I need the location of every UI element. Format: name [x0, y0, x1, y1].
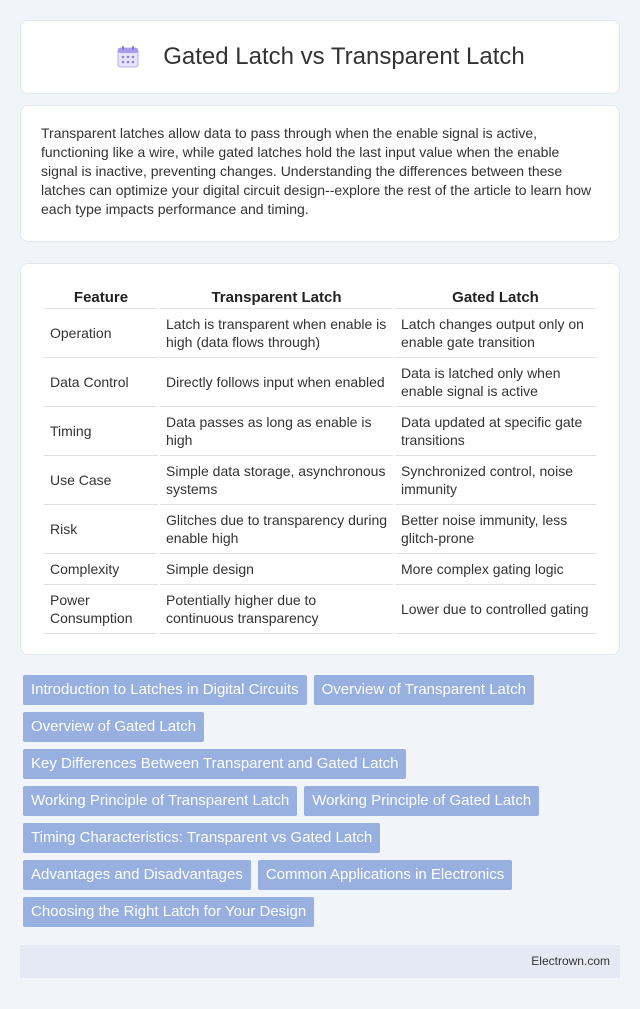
link-working-principle-gated[interactable]: Working Principle of Gated Latch — [304, 786, 539, 816]
cell-transparent: Potentially higher due to continuous transparency — [160, 585, 393, 634]
link-working-principle-transparent[interactable]: Working Principle of Transparent Latch — [23, 786, 297, 816]
footer-site[interactable]: Electrown.com — [531, 954, 610, 968]
table-header-row — [44, 284, 596, 309]
table-row — [44, 407, 596, 456]
cell-feature: Complexity — [44, 554, 158, 585]
link-common-applications[interactable]: Common Applications in Electronics — [258, 860, 512, 890]
cell-feature: Data Control — [44, 358, 158, 407]
cell-transparent: Data passes as long as enable is high — [160, 407, 393, 456]
comparison-table-card — [20, 263, 620, 655]
cell-gated: Lower due to controlled gating — [395, 585, 596, 634]
link-introduction-to-latches[interactable]: Introduction to Latches in Digital Circuits — [23, 675, 307, 705]
header-transparent-latch: Transparent Latch — [160, 284, 393, 309]
cell-transparent: Simple data storage, asynchronous systems — [160, 456, 393, 505]
link-overview-transparent-latch[interactable]: Overview of Transparent Latch — [314, 675, 534, 705]
table-row — [44, 505, 596, 554]
cell-gated: Latch changes output only on enable gate transition — [395, 309, 596, 358]
cell-feature: Operation — [44, 309, 158, 358]
link-choosing-right-latch[interactable]: Choosing the Right Latch for Your Design — [23, 897, 314, 927]
cell-transparent: Latch is transparent when enable is high (data flows through) — [160, 309, 393, 358]
link-advantages-disadvantages[interactable]: Advantages and Disadvantages — [23, 860, 251, 890]
cell-transparent: Directly follows input when enabled — [160, 358, 393, 407]
table-row — [44, 554, 596, 585]
related-links — [20, 675, 620, 934]
footer — [20, 945, 620, 978]
page-title: Gated Latch vs Transparent Latch — [163, 43, 525, 70]
link-key-differences[interactable]: Key Differences Between Transparent and Gated Latch — [23, 749, 406, 779]
table-row — [44, 309, 596, 358]
cell-transparent: Simple design — [160, 554, 393, 585]
cell-gated: More complex gating logic — [395, 554, 596, 585]
link-overview-gated-latch[interactable]: Overview of Gated Latch — [23, 712, 204, 742]
table-row — [44, 358, 596, 407]
header-gated-latch: Gated Latch — [395, 284, 596, 309]
table-row — [44, 456, 596, 505]
cell-feature: Power Consumption — [44, 585, 158, 634]
cell-gated: Synchronized control, noise immunity — [395, 456, 596, 505]
intro-text: Transparent latches allow data to pass through when the enable signal is active, functioning like a wire, while gated latches hold the last input value when the enable signal is inactive, preventing changes. Understanding the differences between these latches can optimize your digital circuit design--explore the rest of the article to learn how each type impacts performance and timing. — [41, 125, 592, 217]
cell-feature: Risk — [44, 505, 158, 554]
link-timing-characteristics[interactable]: Timing Characteristics: Transparent vs Gated Latch — [23, 823, 380, 853]
cell-transparent: Glitches due to transparency during enable high — [160, 505, 393, 554]
table-row — [44, 585, 596, 634]
cell-gated: Data updated at specific gate transitions — [395, 407, 596, 456]
cell-feature: Timing — [44, 407, 158, 456]
calendar-grid-icon — [115, 44, 141, 70]
cell-gated: Data is latched only when enable signal is active — [395, 358, 596, 407]
cell-gated: Better noise immunity, less glitch-prone — [395, 505, 596, 554]
cell-feature: Use Case — [44, 456, 158, 505]
comparison-table — [42, 284, 598, 634]
title-card — [20, 20, 620, 94]
header-feature: Feature — [44, 284, 158, 309]
intro-card — [20, 105, 620, 242]
